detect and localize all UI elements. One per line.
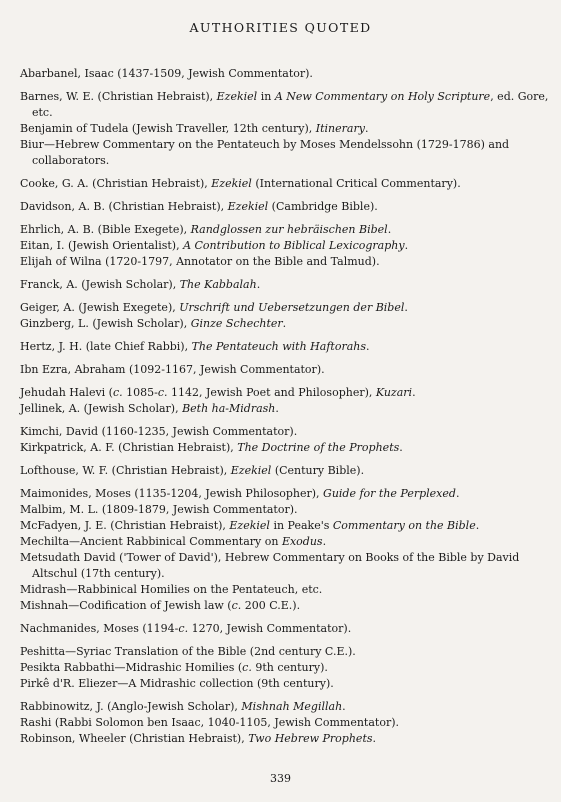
authority-entry bbox=[20, 121, 550, 137]
work-title: Randglossen zur hebräischen Bibel bbox=[190, 223, 388, 236]
entry-text: Elijah of Wilna (1720-1797, Annotator on the Bible and Talmud). bbox=[20, 255, 380, 268]
authority-entry bbox=[20, 277, 550, 293]
authority-entry bbox=[20, 534, 550, 550]
work-title: Urschrift und Uebersetzungen der Bibel bbox=[179, 301, 405, 314]
entry-text: Lofthouse, W. F. (Christian Hebraist), bbox=[20, 464, 231, 477]
work-title: c. bbox=[242, 661, 252, 674]
entry-text: . bbox=[404, 301, 408, 314]
entry-group bbox=[20, 385, 550, 417]
entry-text: . bbox=[366, 340, 370, 353]
authority-entry bbox=[20, 254, 550, 270]
entry-group bbox=[20, 424, 550, 456]
entry-group bbox=[20, 699, 550, 747]
entry-text: Davidson, A. B. (Christian Hebraist), bbox=[20, 200, 228, 213]
authorities-list bbox=[20, 66, 550, 754]
entry-text: Nachmanides, Moses (1194- bbox=[20, 622, 179, 635]
entry-text: in Peake's bbox=[269, 519, 333, 532]
entry-text: Rabbinowitz, J. (Anglo-Jewish Scholar), bbox=[20, 700, 242, 713]
authority-entry bbox=[20, 222, 550, 238]
entry-text: . bbox=[387, 223, 392, 236]
work-title: A Contribution to Biblical Lexicography bbox=[183, 239, 405, 252]
entry-text: (Century Bible). bbox=[271, 464, 365, 477]
entry-text: 9th century). bbox=[251, 661, 328, 674]
entry-text: Peshitta—Syriac Translation of the Bible (2nd century C.E.). bbox=[20, 645, 356, 658]
entry-group bbox=[20, 621, 550, 637]
authority-entry bbox=[20, 66, 550, 82]
entry-text: McFadyen, J. E. (Christian Hebraist), bbox=[20, 519, 230, 532]
work-title: Ezekiel bbox=[227, 200, 269, 213]
entry-text: . bbox=[412, 386, 416, 399]
entry-text: . bbox=[342, 700, 346, 713]
entry-text: Ehrlich, A. B. (Bible Exegete), bbox=[20, 223, 191, 236]
entry-text: . bbox=[282, 317, 287, 330]
work-title: Ezekiel bbox=[211, 177, 252, 190]
entry-text: . bbox=[404, 239, 409, 252]
entry-text: 200 C.E.). bbox=[241, 599, 301, 612]
work-title: c. bbox=[112, 386, 123, 399]
entry-text: Kimchi, David (1160-1235, Jewish Commentator). bbox=[20, 425, 298, 438]
authority-entry bbox=[20, 660, 550, 676]
authority-entry bbox=[20, 518, 550, 534]
authority-entry bbox=[20, 89, 550, 121]
authority-entry bbox=[20, 238, 550, 254]
work-title: The Pentateuch with Haftorahs bbox=[191, 340, 366, 353]
entry-text: Midrash—Rabbinical Homilies on the Pentateuch, etc. bbox=[20, 583, 323, 596]
entry-text: (International Critical Commentary). bbox=[251, 177, 461, 190]
authority-entry bbox=[20, 440, 550, 456]
work-title: A New Commentary on Holy Scripture bbox=[274, 90, 491, 103]
work-title: Guide for the Perplexed bbox=[323, 487, 456, 500]
entry-text: . bbox=[372, 732, 377, 745]
entry-text: . bbox=[475, 519, 480, 532]
entry-text: . bbox=[275, 402, 279, 415]
entry-group bbox=[20, 463, 550, 479]
entry-text: Mechilta—Ancient Rabbinical Commentary on bbox=[20, 535, 282, 548]
work-title: Ezekiel bbox=[230, 464, 272, 477]
entry-text: Cooke, G. A. (Christian Hebraist), bbox=[20, 177, 212, 190]
page-title: AUTHORITIES QUOTED bbox=[189, 20, 372, 35]
entry-text: Ginzberg, L. (Jewish Scholar), bbox=[20, 317, 191, 330]
authority-entry bbox=[20, 424, 550, 440]
entry-text: Ibn Ezra, Abraham (1092-1167, Jewish Commentator). bbox=[20, 363, 325, 376]
work-title: Two Hebrew Prophets bbox=[248, 732, 373, 745]
entry-text: Geiger, A. (Jewish Exegete), bbox=[20, 301, 180, 314]
entry-text: . bbox=[455, 487, 460, 500]
work-title: Exodus bbox=[281, 535, 323, 548]
authority-entry bbox=[20, 699, 550, 715]
authority-entry bbox=[20, 502, 550, 518]
authority-entry bbox=[20, 676, 550, 692]
work-title: Kuzari bbox=[375, 386, 413, 399]
authority-entry bbox=[20, 598, 550, 614]
authority-entry bbox=[20, 385, 550, 401]
work-title: c. bbox=[178, 622, 189, 635]
work-title: Commentary on the Bible bbox=[332, 519, 476, 532]
entry-group bbox=[20, 277, 550, 293]
authority-entry bbox=[20, 550, 550, 582]
page-number: 339 bbox=[270, 772, 291, 785]
entry-text: 1142, Jewish Poet and Philosopher), bbox=[167, 386, 376, 399]
entry-text: Eitan, I. (Jewish Orientalist), bbox=[20, 239, 184, 252]
entry-text: . bbox=[322, 535, 327, 548]
entry-group bbox=[20, 362, 550, 378]
entry-group bbox=[20, 644, 550, 692]
entry-group bbox=[20, 339, 550, 355]
entry-text: Franck, A. (Jewish Scholar), bbox=[20, 278, 180, 291]
authority-entry bbox=[20, 176, 550, 192]
authority-entry bbox=[20, 401, 550, 417]
entry-text: Kirkpatrick, A. F. (Christian Hebraist), bbox=[20, 441, 238, 454]
entry-text: Biur—Hebrew Commentary on the Pentateuch by Moses Mendelssohn (1729-1786) and collaborators. bbox=[20, 138, 510, 167]
entry-text: Rashi (Rabbi Solomon ben Isaac, 1040-1105, Jewish Commentator). bbox=[20, 716, 399, 729]
work-title: Mishnah Megillah bbox=[241, 700, 343, 713]
entry-text: Jehudah Halevi ( bbox=[20, 386, 113, 399]
entry-text: Abarbanel, Isaac (1437-1509, Jewish Commentator). bbox=[20, 67, 313, 80]
work-title: c. bbox=[231, 599, 242, 612]
work-title: The Kabbalah bbox=[179, 278, 257, 291]
work-title: Beth ha-Midrash bbox=[182, 402, 276, 415]
entry-group bbox=[20, 66, 550, 82]
authority-entry bbox=[20, 644, 550, 660]
entry-text: 1270, Jewish Commentator). bbox=[188, 622, 352, 635]
entry-text: Malbim, M. L. (1809-1879, Jewish Commentator). bbox=[20, 503, 298, 516]
work-title: Ezekiel bbox=[229, 519, 270, 532]
authority-entry bbox=[20, 486, 550, 502]
entry-text: . bbox=[364, 122, 369, 135]
authority-entry bbox=[20, 582, 550, 598]
authority-entry bbox=[20, 715, 550, 731]
authority-entry bbox=[20, 339, 550, 355]
authority-entry bbox=[20, 362, 550, 378]
authority-entry bbox=[20, 300, 550, 316]
entry-group bbox=[20, 89, 550, 169]
work-title: Ginze Schechter bbox=[190, 317, 283, 330]
entry-text: Hertz, J. H. (late Chief Rabbi), bbox=[20, 340, 192, 353]
authority-entry bbox=[20, 316, 550, 332]
work-title: The Doctrine of the Prophets bbox=[237, 441, 400, 454]
authority-entry bbox=[20, 199, 550, 215]
authority-entry bbox=[20, 731, 550, 747]
entry-text: Pesikta Rabbathi—Midrashic Homilies ( bbox=[20, 661, 243, 674]
entry-text: Robinson, Wheeler (Christian Hebraist), bbox=[20, 732, 249, 745]
entry-text: Mishnah—Codification of Jewish law ( bbox=[20, 599, 232, 612]
authority-entry bbox=[20, 463, 550, 479]
entry-text: 1085- bbox=[122, 386, 158, 399]
work-title: c. bbox=[157, 386, 168, 399]
work-title: Ezekiel bbox=[216, 90, 258, 103]
entry-group bbox=[20, 300, 550, 332]
entry-group bbox=[20, 176, 550, 192]
authority-entry bbox=[20, 621, 550, 637]
entry-text: in bbox=[257, 90, 275, 103]
entry-text: Barnes, W. E. (Christian Hebraist), bbox=[20, 90, 217, 103]
entry-text: , ed. Gore, etc. bbox=[32, 90, 549, 119]
authority-entry bbox=[20, 137, 550, 169]
entry-group bbox=[20, 222, 550, 270]
entry-group bbox=[20, 199, 550, 215]
entry-text: . bbox=[399, 441, 403, 454]
work-title: Itinerary bbox=[315, 122, 365, 135]
entry-group bbox=[20, 486, 550, 614]
entry-text: Pirkê d'R. Eliezer—A Midrashic collection (9th century). bbox=[20, 677, 334, 690]
entry-text: Maimonides, Moses (1135-1204, Jewish Philosopher), bbox=[20, 487, 324, 500]
entry-text: Jellinek, A. (Jewish Scholar), bbox=[20, 402, 183, 415]
entry-text: (Cambridge Bible). bbox=[268, 200, 378, 213]
entry-text: Metsudath David ('Tower of David'), Hebrew Commentary on Books of the Bible by David Altschul (17th century). bbox=[20, 551, 520, 580]
entry-text: . bbox=[256, 278, 261, 291]
entry-text: Benjamin of Tudela (Jewish Traveller, 12th century), bbox=[20, 122, 316, 135]
